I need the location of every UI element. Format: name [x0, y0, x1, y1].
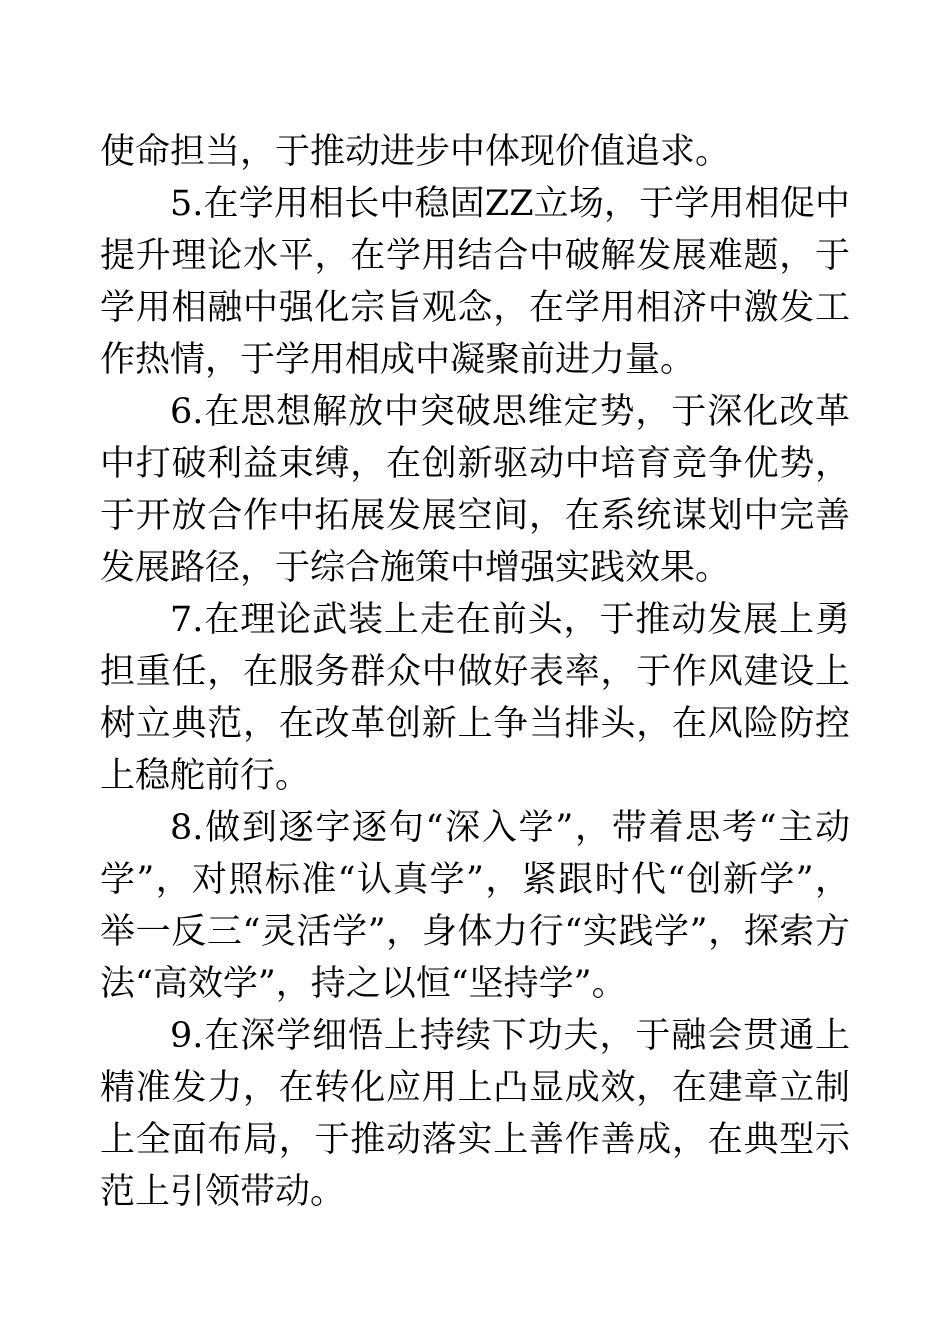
- document-body: [100, 126, 850, 1218]
- paragraph-item-8: 8.做到逐字逐句“深入学”，带着思考“主动学”，对照标准“认真学”，紧跟时代“创新学”，举一反三“灵活学”，身体力行“实践学”，探索方法“高效学”，持之以恒“坚持学”。: [100, 808, 850, 1004]
- paragraph-item-9: 9.在深学细悟上持续下功夫，于融会贯通上精准发力，在转化应用上凸显成效，在建章立制上全面布局，于推动落实上善作善成，在典型示范上引领带动。: [100, 1016, 850, 1212]
- paragraph-item-5: 5.在学用相长中稳固ZZ立场，于学用相促中提升理论水平，在学用结合中破解发展难题，于学用相融中强化宗旨观念，在学用相济中激发工作热情，于学用相成中凝聚前进力量。: [100, 184, 850, 380]
- paragraph-continuation: 使命担当，于推动进步中体现价值追求。: [100, 132, 731, 172]
- paragraph-item-6: 6.在思想解放中突破思维定势，于深化改革中打破利益束缚，在创新驱动中培育竞争优势，于开放合作中拓展发展空间，在系统谋划中完善发展路径，于综合施策中增强实践效果。: [100, 392, 850, 588]
- paragraph-item-7: 7.在理论武装上走在前头，于推动发展上勇担重任，在服务群众中做好表率，于作风建设上树立典范，在改革创新上争当排头，在风险防控上稳舵前行。: [100, 600, 850, 796]
